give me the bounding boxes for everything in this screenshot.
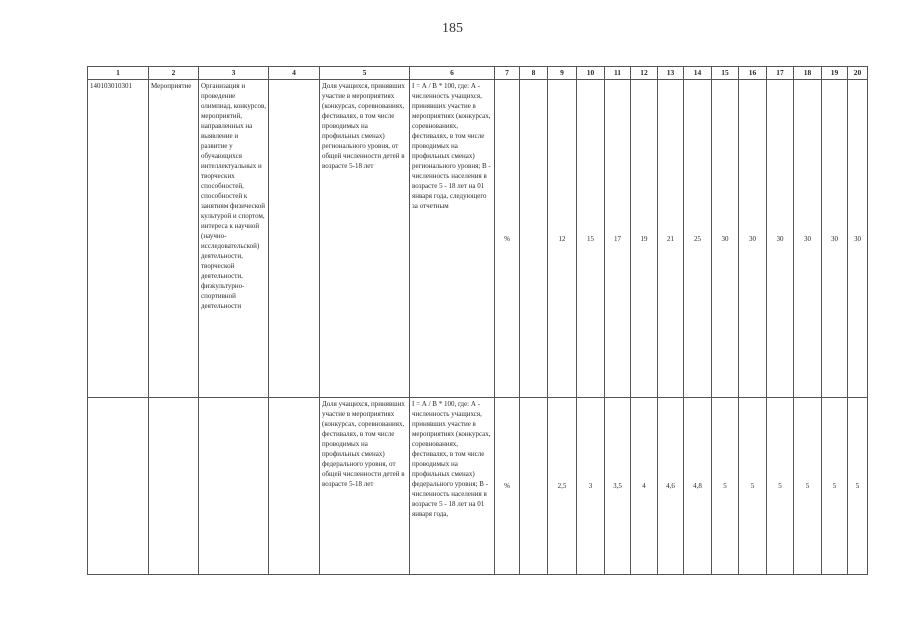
value-cell: 4,6 — [658, 398, 684, 575]
header-cell: 13 — [658, 67, 684, 80]
unit-cell: % — [495, 80, 520, 398]
header-cell: 19 — [822, 67, 848, 80]
value-cell: 4,8 — [684, 398, 712, 575]
value-cell: 30 — [739, 80, 767, 398]
table-row — [88, 80, 868, 398]
row-type — [149, 398, 198, 400]
col4-cell — [269, 398, 320, 575]
header-row — [88, 67, 868, 80]
value-cell: 3 — [577, 398, 605, 575]
value-cell: 3,5 — [605, 398, 631, 575]
header-cell: 3 — [199, 67, 269, 80]
header-cell: 12 — [631, 67, 658, 80]
value-cell — [520, 80, 548, 398]
row-indicator: Доля учащихся, принявших участие в мероприятиях (конкурсах, соревнованиях, фестивалях, в том числе проводимых на профильных сменах) федерального уровня, от общей численности детей в возрасте 5-18 лет — [322, 400, 405, 488]
header-cell: 14 — [684, 67, 712, 80]
page-number: 185 — [442, 21, 463, 36]
activity-cell — [199, 398, 269, 575]
value-cell: 12 — [548, 80, 577, 398]
row-col4 — [269, 80, 319, 82]
col4-cell — [269, 80, 320, 398]
header-cell: 7 — [495, 67, 520, 80]
header-cell: 20 — [848, 67, 868, 80]
header-cell: 10 — [577, 67, 605, 80]
header-cell: 9 — [548, 67, 577, 80]
header-cell: 6 — [410, 67, 495, 80]
header-cell: 1 — [88, 67, 149, 80]
row-formula: I = А / В * 100, где: А - численность учащихся, принявших участие в мероприятиях (конкурсах, соревнованиях, фестивалях, в том числе проводимых на профильных сменах) федерального уровня; В - численность населения в возрасте 5 - 18 лет на 01 января года, — [412, 400, 491, 518]
value-cell: 15 — [577, 80, 605, 398]
table-row — [88, 398, 868, 575]
row-type: Мероприятие — [151, 82, 192, 90]
row-code: 140103010301 — [90, 82, 132, 90]
header-cell: 4 — [269, 67, 320, 80]
value-cell: 21 — [658, 80, 684, 398]
value-cell: 30 — [822, 80, 848, 398]
value-cell: 17 — [605, 80, 631, 398]
formula-cell — [410, 80, 495, 398]
row-formula: I = А / В * 100, где: А - численность учащихся, принявших участие в мероприятиях (конкурсах, соревнованиях, фестивалях, в том числе проводимых на профильных сменах) регионального уровня; В - численность населения в возрасте 5 - 18 лет на 01 января года, следующего за отчетным — [412, 82, 491, 210]
value-cell: 30 — [712, 80, 739, 398]
row-col4 — [269, 398, 319, 400]
unit-cell: % — [495, 398, 520, 575]
header-cell: 11 — [605, 67, 631, 80]
row-indicator: Доля учащихся, принявших участие в мероприятиях (конкурсах, соревнованиях, фестивалях, в том числе проводимых на профильных сменах) регионального уровня, от общей численности детей в возрасте 5-18 лет — [322, 82, 405, 170]
value-cell: 19 — [631, 80, 658, 398]
row-code — [88, 398, 148, 400]
value-cell: 5 — [712, 398, 739, 575]
header-cell: 15 — [712, 67, 739, 80]
value-cell — [520, 398, 548, 575]
code-cell — [88, 398, 149, 575]
value-cell: 25 — [684, 80, 712, 398]
type-cell — [149, 398, 199, 575]
indicator-cell — [320, 80, 410, 398]
value-cell: 30 — [767, 80, 794, 398]
value-cell: 30 — [848, 80, 868, 398]
value-cell: 5 — [794, 398, 822, 575]
formula-cell — [410, 398, 495, 575]
value-cell: 5 — [848, 398, 868, 575]
code-cell — [88, 80, 149, 398]
value-cell: 5 — [822, 398, 848, 575]
indicator-cell — [320, 398, 410, 575]
activity-cell — [199, 80, 269, 398]
row-activity: Организация и проведение олимпиад, конкурсов, мероприятий, направленных на выявление и развитие у обучающихся интеллектуальных и творческих способностей, способностей к занятиям физической культурой и спортом, интереса к научной (научно-исследовательской) деятельности, творческой деятельности, физкультурно-спортивной деятельности — [201, 82, 266, 310]
header-cell: 8 — [520, 67, 548, 80]
type-cell — [149, 80, 199, 398]
value-cell: 4 — [631, 398, 658, 575]
header-cell: 2 — [149, 67, 199, 80]
indicators-table — [87, 66, 868, 575]
header-cell: 16 — [739, 67, 767, 80]
header-cell: 5 — [320, 67, 410, 80]
value-cell: 2,5 — [548, 398, 577, 575]
header-cell: 18 — [794, 67, 822, 80]
header-cell: 17 — [767, 67, 794, 80]
value-cell: 5 — [739, 398, 767, 575]
value-cell: 5 — [767, 398, 794, 575]
row-activity — [199, 398, 268, 400]
value-cell: 30 — [794, 80, 822, 398]
